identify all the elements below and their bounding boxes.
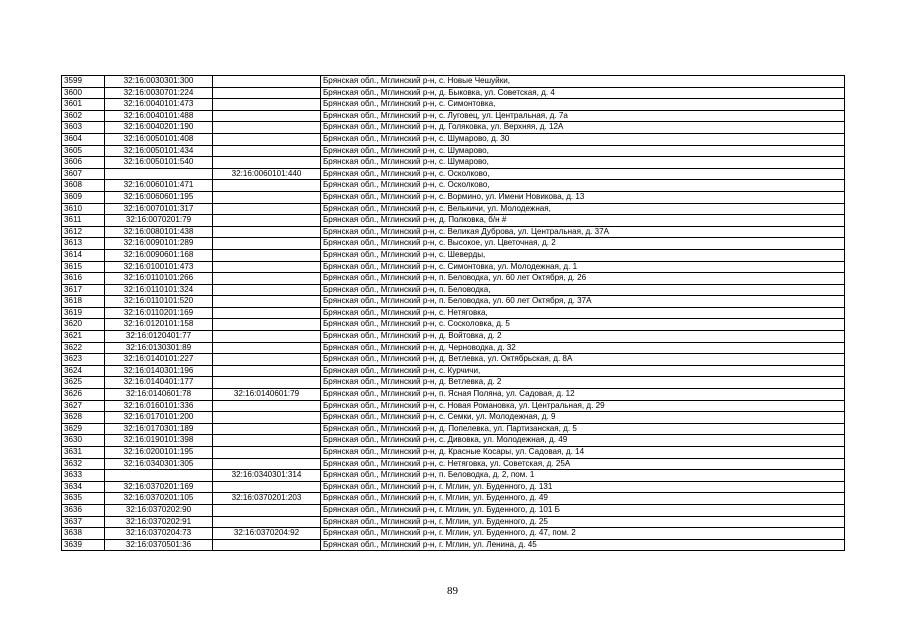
cadastral-number-cell: 32:16:0090601:168 (105, 249, 213, 261)
address-cell: Брянская обл., Мглинский р-н, с. Шеверды, (321, 249, 845, 261)
table-row (62, 412, 845, 424)
address-cell: Брянская обл., Мглинский р-н, д. Быковка, ул. Советская, д. 4 (321, 87, 845, 99)
cadastral-number-cell: 32:16:0030701:224 (105, 87, 213, 99)
table-row (62, 76, 845, 88)
table-row (62, 284, 845, 296)
table-row (62, 168, 845, 180)
row-number-cell: 3618 (62, 296, 105, 308)
secondary-cadastral-number-cell (213, 110, 321, 122)
row-number-cell: 3634 (62, 481, 105, 493)
table-row (62, 470, 845, 482)
table-row (62, 528, 845, 540)
cadastral-number-cell: 32:16:0030301:300 (105, 76, 213, 88)
row-number-cell: 3622 (62, 342, 105, 354)
cadastral-number-cell: 32:16:0370202:91 (105, 516, 213, 528)
cadastral-number-cell: 32:16:0140401:177 (105, 377, 213, 389)
address-cell: Брянская обл., Мглинский р-н, д. Войтовка, д. 2 (321, 331, 845, 343)
address-cell: Брянская обл., Мглинский р-н, с. Курчичи, (321, 365, 845, 377)
row-number-cell: 3623 (62, 354, 105, 366)
secondary-cadastral-number-cell (213, 145, 321, 157)
address-cell: Брянская обл., Мглинский р-н, д. Красные Косары, ул. Садовая, д. 14 (321, 447, 845, 459)
secondary-cadastral-number-cell: 32:16:0340301:314 (213, 470, 321, 482)
table-row (62, 354, 845, 366)
address-cell: Брянская обл., Мглинский р-н, п. Ясная Поляна, ул. Садовая, д. 12 (321, 389, 845, 401)
row-number-cell: 3615 (62, 261, 105, 273)
cadastral-number-cell: 32:16:0130301:89 (105, 342, 213, 354)
secondary-cadastral-number-cell (213, 400, 321, 412)
address-cell: Брянская обл., Мглинский р-н, с. Новые Чешуйки, (321, 76, 845, 88)
table-row (62, 238, 845, 250)
secondary-cadastral-number-cell (213, 284, 321, 296)
secondary-cadastral-number-cell (213, 238, 321, 250)
row-number-cell: 3625 (62, 377, 105, 389)
secondary-cadastral-number-cell (213, 319, 321, 331)
row-number-cell: 3616 (62, 273, 105, 285)
row-number-cell: 3617 (62, 284, 105, 296)
secondary-cadastral-number-cell (213, 273, 321, 285)
cadastral-number-cell: 32:16:0050101:434 (105, 145, 213, 157)
address-cell: Брянская обл., Мглинский р-н, г. Мглин, ул. Буденного, д. 47, пом. 2 (321, 528, 845, 540)
row-number-cell: 3605 (62, 145, 105, 157)
secondary-cadastral-number-cell (213, 249, 321, 261)
address-cell: Брянская обл., Мглинский р-н, с. Нетяговка, (321, 307, 845, 319)
cadastral-number-cell: 32:16:0140601:78 (105, 389, 213, 401)
row-number-cell: 3612 (62, 226, 105, 238)
address-cell: Брянская обл., Мглинский р-н, п. Беловодка, ул. 60 лет Октября, д. 37А (321, 296, 845, 308)
table-row (62, 400, 845, 412)
secondary-cadastral-number-cell (213, 76, 321, 88)
cadastral-number-cell: 32:16:0140101:227 (105, 354, 213, 366)
secondary-cadastral-number-cell (213, 99, 321, 111)
secondary-cadastral-number-cell (213, 261, 321, 273)
row-number-cell: 3629 (62, 423, 105, 435)
row-number-cell: 3614 (62, 249, 105, 261)
row-number-cell: 3620 (62, 319, 105, 331)
row-number-cell: 3635 (62, 493, 105, 505)
row-number-cell: 3600 (62, 87, 105, 99)
table-row (62, 458, 845, 470)
secondary-cadastral-number-cell (213, 354, 321, 366)
row-number-cell: 3604 (62, 133, 105, 145)
cadastral-number-cell: 32:16:0110201:169 (105, 307, 213, 319)
cadastral-number-cell: 32:16:0370501:36 (105, 539, 213, 551)
row-number-cell: 3619 (62, 307, 105, 319)
secondary-cadastral-number-cell: 32:16:0140601:79 (213, 389, 321, 401)
cadastral-number-cell: 32:16:0080101:438 (105, 226, 213, 238)
secondary-cadastral-number-cell (213, 157, 321, 169)
table-row (62, 319, 845, 331)
table-row (62, 273, 845, 285)
cadastral-number-cell: 32:16:0110101:520 (105, 296, 213, 308)
cadastral-number-cell (105, 168, 213, 180)
registry-table-body (62, 76, 845, 551)
address-cell: Брянская обл., Мглинский р-н, с. Симонтовка, (321, 99, 845, 111)
table-row (62, 342, 845, 354)
cadastral-number-cell (105, 470, 213, 482)
row-number-cell: 3609 (62, 191, 105, 203)
cadastral-number-cell: 32:16:0040101:488 (105, 110, 213, 122)
secondary-cadastral-number-cell (213, 412, 321, 424)
table-row (62, 447, 845, 459)
table-row (62, 365, 845, 377)
address-cell: Брянская обл., Мглинский р-н, с. Луговец, ул. Центральная, д. 7а (321, 110, 845, 122)
row-number-cell: 3632 (62, 458, 105, 470)
property-registry-table (61, 75, 845, 551)
address-cell: Брянская обл., Мглинский р-н, с. Осколково, (321, 180, 845, 192)
cadastral-number-cell: 32:16:0370202:90 (105, 504, 213, 516)
row-number-cell: 3624 (62, 365, 105, 377)
cadastral-number-cell: 32:16:0110101:266 (105, 273, 213, 285)
address-cell: Брянская обл., Мглинский р-н, г. Мглин, ул. Буденного, д. 131 (321, 481, 845, 493)
address-cell: Брянская обл., Мглинский р-н, с. Сосколовка, д. 5 (321, 319, 845, 331)
table-row (62, 203, 845, 215)
row-number-cell: 3638 (62, 528, 105, 540)
address-cell: Брянская обл., Мглинский р-н, с. Шумарово, д. 30 (321, 133, 845, 145)
cadastral-number-cell: 32:16:0200101:195 (105, 447, 213, 459)
address-cell: Брянская обл., Мглинский р-н, с. Велькичи, ул. Молодежная, (321, 203, 845, 215)
secondary-cadastral-number-cell (213, 331, 321, 343)
cadastral-number-cell: 32:16:0120401:77 (105, 331, 213, 343)
cadastral-number-cell: 32:16:0340301:305 (105, 458, 213, 470)
address-cell: Брянская обл., Мглинский р-н, с. Дивовка, ул. Молодежная, д. 49 (321, 435, 845, 447)
row-number-cell: 3621 (62, 331, 105, 343)
row-number-cell: 3613 (62, 238, 105, 250)
address-cell: Брянская обл., Мглинский р-н, п. Беловодка, д. 2, пом. 1 (321, 470, 845, 482)
table-row (62, 215, 845, 227)
row-number-cell: 3637 (62, 516, 105, 528)
address-cell: Брянская обл., Мглинский р-н, с. Вормино, ул. Имени Новикова, д. 13 (321, 191, 845, 203)
cadastral-number-cell: 32:16:0190101:398 (105, 435, 213, 447)
row-number-cell: 3611 (62, 215, 105, 227)
address-cell: Брянская обл., Мглинский р-н, г. Мглин, ул. Ленина, д. 45 (321, 539, 845, 551)
table-row (62, 157, 845, 169)
cadastral-number-cell: 32:16:0100101:473 (105, 261, 213, 273)
address-cell: Брянская обл., Мглинский р-н, с. Шумарово, (321, 145, 845, 157)
row-number-cell: 3601 (62, 99, 105, 111)
secondary-cadastral-number-cell (213, 539, 321, 551)
secondary-cadastral-number-cell (213, 365, 321, 377)
table-row (62, 87, 845, 99)
table-row (62, 493, 845, 505)
table-row (62, 133, 845, 145)
address-cell: Брянская обл., Мглинский р-н, с. Новая Романовка, ул. Центральная, д. 29 (321, 400, 845, 412)
cadastral-number-cell: 32:16:0110101:324 (105, 284, 213, 296)
cadastral-number-cell: 32:16:0090101:289 (105, 238, 213, 250)
cadastral-number-cell: 32:16:0170301:189 (105, 423, 213, 435)
table-row (62, 423, 845, 435)
row-number-cell: 3633 (62, 470, 105, 482)
secondary-cadastral-number-cell (213, 191, 321, 203)
row-number-cell: 3607 (62, 168, 105, 180)
cadastral-number-cell: 32:16:0060601:195 (105, 191, 213, 203)
table-row (62, 331, 845, 343)
table-row (62, 296, 845, 308)
row-number-cell: 3626 (62, 389, 105, 401)
secondary-cadastral-number-cell (213, 226, 321, 238)
table-row (62, 516, 845, 528)
table-row (62, 145, 845, 157)
secondary-cadastral-number-cell (213, 342, 321, 354)
address-cell: Брянская обл., Мглинский р-н, п. Беловодка, (321, 284, 845, 296)
secondary-cadastral-number-cell (213, 203, 321, 215)
address-cell: Брянская обл., Мглинский р-н, с. Высокое, ул. Цветочная, д. 2 (321, 238, 845, 250)
secondary-cadastral-number-cell (213, 296, 321, 308)
address-cell: Брянская обл., Мглинский р-н, г. Мглин, ул. Буденного, д. 25 (321, 516, 845, 528)
secondary-cadastral-number-cell: 32:16:0370204:92 (213, 528, 321, 540)
row-number-cell: 3602 (62, 110, 105, 122)
row-number-cell: 3610 (62, 203, 105, 215)
table-row (62, 481, 845, 493)
secondary-cadastral-number-cell (213, 423, 321, 435)
address-cell: Брянская обл., Мглинский р-н, д. Черноводка, д. 32 (321, 342, 845, 354)
table-row (62, 504, 845, 516)
secondary-cadastral-number-cell: 32:16:0060101:440 (213, 168, 321, 180)
page-number: 89 (447, 585, 458, 597)
secondary-cadastral-number-cell (213, 447, 321, 459)
table-row (62, 99, 845, 111)
table-row (62, 435, 845, 447)
secondary-cadastral-number-cell (213, 458, 321, 470)
row-number-cell: 3627 (62, 400, 105, 412)
row-number-cell: 3603 (62, 122, 105, 134)
address-cell: Брянская обл., Мглинский р-н, д. Полковка, б/н # (321, 215, 845, 227)
table-row (62, 389, 845, 401)
cadastral-number-cell: 32:16:0050101:540 (105, 157, 213, 169)
table-row (62, 180, 845, 192)
secondary-cadastral-number-cell (213, 504, 321, 516)
row-number-cell: 3628 (62, 412, 105, 424)
secondary-cadastral-number-cell (213, 122, 321, 134)
address-cell: Брянская обл., Мглинский р-н, д. Голяковка, ул. Верхняя, д. 12А (321, 122, 845, 134)
secondary-cadastral-number-cell (213, 377, 321, 389)
address-cell: Брянская обл., Мглинский р-н, г. Мглин, ул. Буденного, д. 101 Б (321, 504, 845, 516)
cadastral-number-cell: 32:16:0060101:471 (105, 180, 213, 192)
row-number-cell: 3639 (62, 539, 105, 551)
secondary-cadastral-number-cell (213, 87, 321, 99)
cadastral-number-cell: 32:16:0050101:408 (105, 133, 213, 145)
secondary-cadastral-number-cell (213, 180, 321, 192)
secondary-cadastral-number-cell (213, 133, 321, 145)
address-cell: Брянская обл., Мглинский р-н, с. Осколково, (321, 168, 845, 180)
row-number-cell: 3630 (62, 435, 105, 447)
secondary-cadastral-number-cell: 32:16:0370201:203 (213, 493, 321, 505)
address-cell: Брянская обл., Мглинский р-н, с. Нетяговка, ул. Советская, д. 25А (321, 458, 845, 470)
cadastral-number-cell: 32:16:0140301:196 (105, 365, 213, 377)
table-row (62, 191, 845, 203)
table-row (62, 226, 845, 238)
row-number-cell: 3636 (62, 504, 105, 516)
table-row (62, 539, 845, 551)
cadastral-number-cell: 32:16:0070101:317 (105, 203, 213, 215)
table-row (62, 249, 845, 261)
cadastral-number-cell: 32:16:0040201:190 (105, 122, 213, 134)
row-number-cell: 3599 (62, 76, 105, 88)
cadastral-number-cell: 32:16:0160101:336 (105, 400, 213, 412)
cadastral-number-cell: 32:16:0370201:105 (105, 493, 213, 505)
secondary-cadastral-number-cell (213, 481, 321, 493)
row-number-cell: 3606 (62, 157, 105, 169)
cadastral-number-cell: 32:16:0070201:79 (105, 215, 213, 227)
secondary-cadastral-number-cell (213, 516, 321, 528)
secondary-cadastral-number-cell (213, 435, 321, 447)
address-cell: Брянская обл., Мглинский р-н, д. Попелевка, ул. Партизанская, д. 5 (321, 423, 845, 435)
address-cell: Брянская обл., Мглинский р-н, п. Беловодка, ул. 60 лет Октября, д. 26 (321, 273, 845, 285)
row-number-cell: 3631 (62, 447, 105, 459)
cadastral-number-cell: 32:16:0370204:73 (105, 528, 213, 540)
address-cell: Брянская обл., Мглинский р-н, г. Мглин, ул. Буденного, д. 49 (321, 493, 845, 505)
address-cell: Брянская обл., Мглинский р-н, с. Симонтовка, ул. Молодежная, д. 1 (321, 261, 845, 273)
table-row (62, 122, 845, 134)
address-cell: Брянская обл., Мглинский р-н, д. Ветлевка, ул. Октябрьская, д. 8А (321, 354, 845, 366)
table-row (62, 110, 845, 122)
table-row (62, 307, 845, 319)
address-cell: Брянская обл., Мглинский р-н, с. Шумарово, (321, 157, 845, 169)
address-cell: Брянская обл., Мглинский р-н, с. Семки, ул. Молодежная, д. 9 (321, 412, 845, 424)
secondary-cadastral-number-cell (213, 215, 321, 227)
address-cell: Брянская обл., Мглинский р-н, д. Ветлевка, д. 2 (321, 377, 845, 389)
secondary-cadastral-number-cell (213, 307, 321, 319)
cadastral-number-cell: 32:16:0120101:158 (105, 319, 213, 331)
row-number-cell: 3608 (62, 180, 105, 192)
cadastral-number-cell: 32:16:0370201:169 (105, 481, 213, 493)
cadastral-number-cell: 32:16:0040101:473 (105, 99, 213, 111)
table-row (62, 377, 845, 389)
address-cell: Брянская обл., Мглинский р-н, с. Великая Дуброва, ул. Центральная, д. 37А (321, 226, 845, 238)
table-row (62, 261, 845, 273)
cadastral-number-cell: 32:16:0170101:200 (105, 412, 213, 424)
